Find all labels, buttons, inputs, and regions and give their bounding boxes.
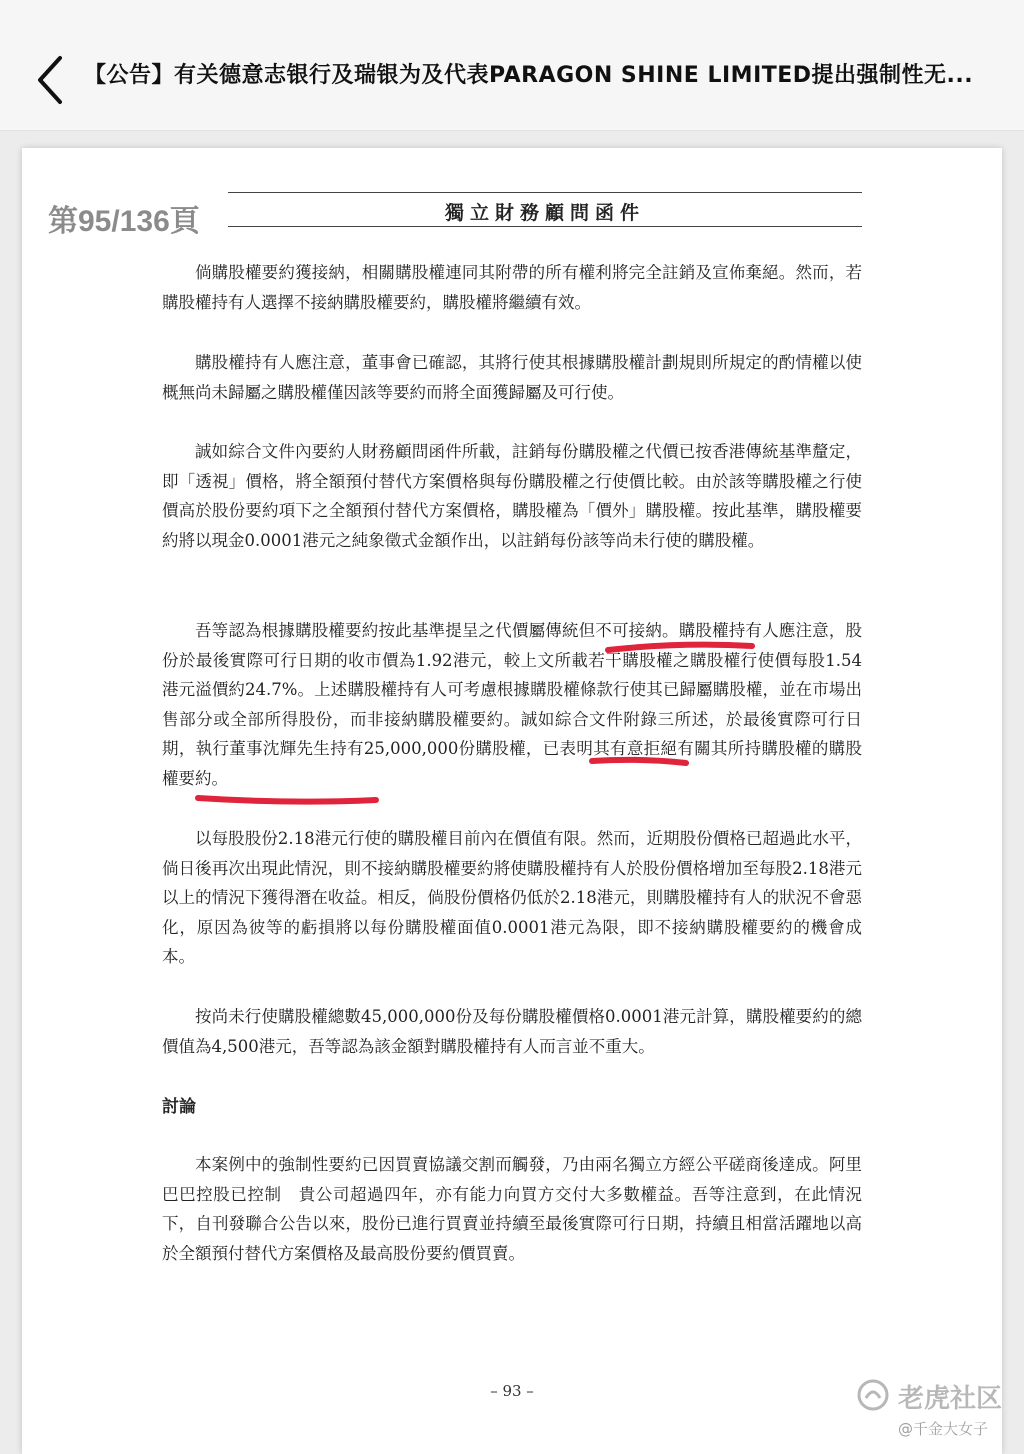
paragraph: 誠如綜合文件內要約人財務顧問函件所載，註銷每份購股權之代價已按香港傳統基準釐定，即「透視」價格，將全額預付替代方案價格與每份購股權之行使價比較。由於該等購股權之行使價高於股份要約項下之全額預付替代方案價格，購股權為「價外」購股權。按此基準，購股權要約將以現金0.0001港元之純象徵式金額作出，以註銷每份該等尚未行使的購股權。 <box>162 442 862 550</box>
paragraph: 按尚未行使購股權總數45,000,000份及每份購股權價格0.0001港元計算，購股權要約的總價值為4,500港元，吾等認為該金額對購股權持有人而言並不重大。 <box>162 1007 862 1056</box>
paragraph: 以每股股份2.18港元行使的購股權目前內在價值有限。然而，近期股份價格已超過此水平，倘日後再次出現此情況，則不接納購股權要約將使購股權持有人於股份價格增加至每股2.18港元以上的情況下獲得潛在收益。相反，倘股份價格仍低於2.18港元，則購股權持有人的狀況不會惡化，原因為彼等的虧損將以每份購股權面值0.0001港元為限，即不接納購股權要約的機會成本。 <box>162 829 862 967</box>
discussion-heading: 討論 <box>162 1097 196 1117</box>
discussion-paragraph: 本案例中的強制性要約已因買賣協議交割而觸發，乃由兩名獨立方經公平磋商後達成。阿里巴巴控股已控制 貴公司超過四年，亦有能力向買方交付大多數權益。吾等注意到，在此情況下，自刊發聯合公告以來，股份已進行買賣並持續至最後實際可行日期，持續且相當活躍地以高於全額預付替代方案價格及最高股份要約價買賣。 <box>162 1155 862 1263</box>
paragraph-highlighted: 吾等認為根據購股權要約按此基準提呈之代價屬傳統但不可接納。購股權持有人應注意，股份於最後實際可行日期的收市價為1.92港元，較上文所載若干購股權之購股權行使價每股1.54港元溢價約24.7%。上述購股權持有人可考慮根據購股權條款行使其已歸屬購股權，並在市場出售部分或全部所得股份，而非接納購股權要約。誠如綜合文件附錄三所述，於最後實際可行日期，執行董事沈輝先生持有25,000,000份購股權，已表明其有意拒絕有關其所持購股權的購股權要約。 <box>162 621 862 788</box>
document-title: 【公告】有关德意志银行及瑞银为及代表PARAGON SHINE LIMITED提出强制性无... <box>84 63 974 88</box>
section-header: 獨立財務顧問函件 <box>444 202 645 224</box>
page-indicator: 第95/136頁 <box>48 205 200 238</box>
page-number: – 93 – <box>490 1382 534 1400</box>
paragraph: 倘購股權要約獲接納，相關購股權連同其附帶的所有權利將完全註銷及宣佈棄絕。然而，若購股權持有人選擇不接納購股權要約，購股權將繼續有效。 <box>162 263 862 312</box>
paragraph: 購股權持有人應注意，董事會已確認，其將行使其根據購股權計劃規則所規定的酌情權以使概無尚未歸屬之購股權僅因該等要約而將全面獲歸屬及可行使。 <box>162 353 862 402</box>
red-underline <box>592 760 686 763</box>
watermark-user: @千金大女子 <box>898 1420 989 1438</box>
red-underline <box>608 645 752 650</box>
watermark: 老虎社区 <box>898 1384 1003 1414</box>
tiger-logo-icon <box>856 1378 890 1412</box>
red-underline <box>198 798 376 802</box>
